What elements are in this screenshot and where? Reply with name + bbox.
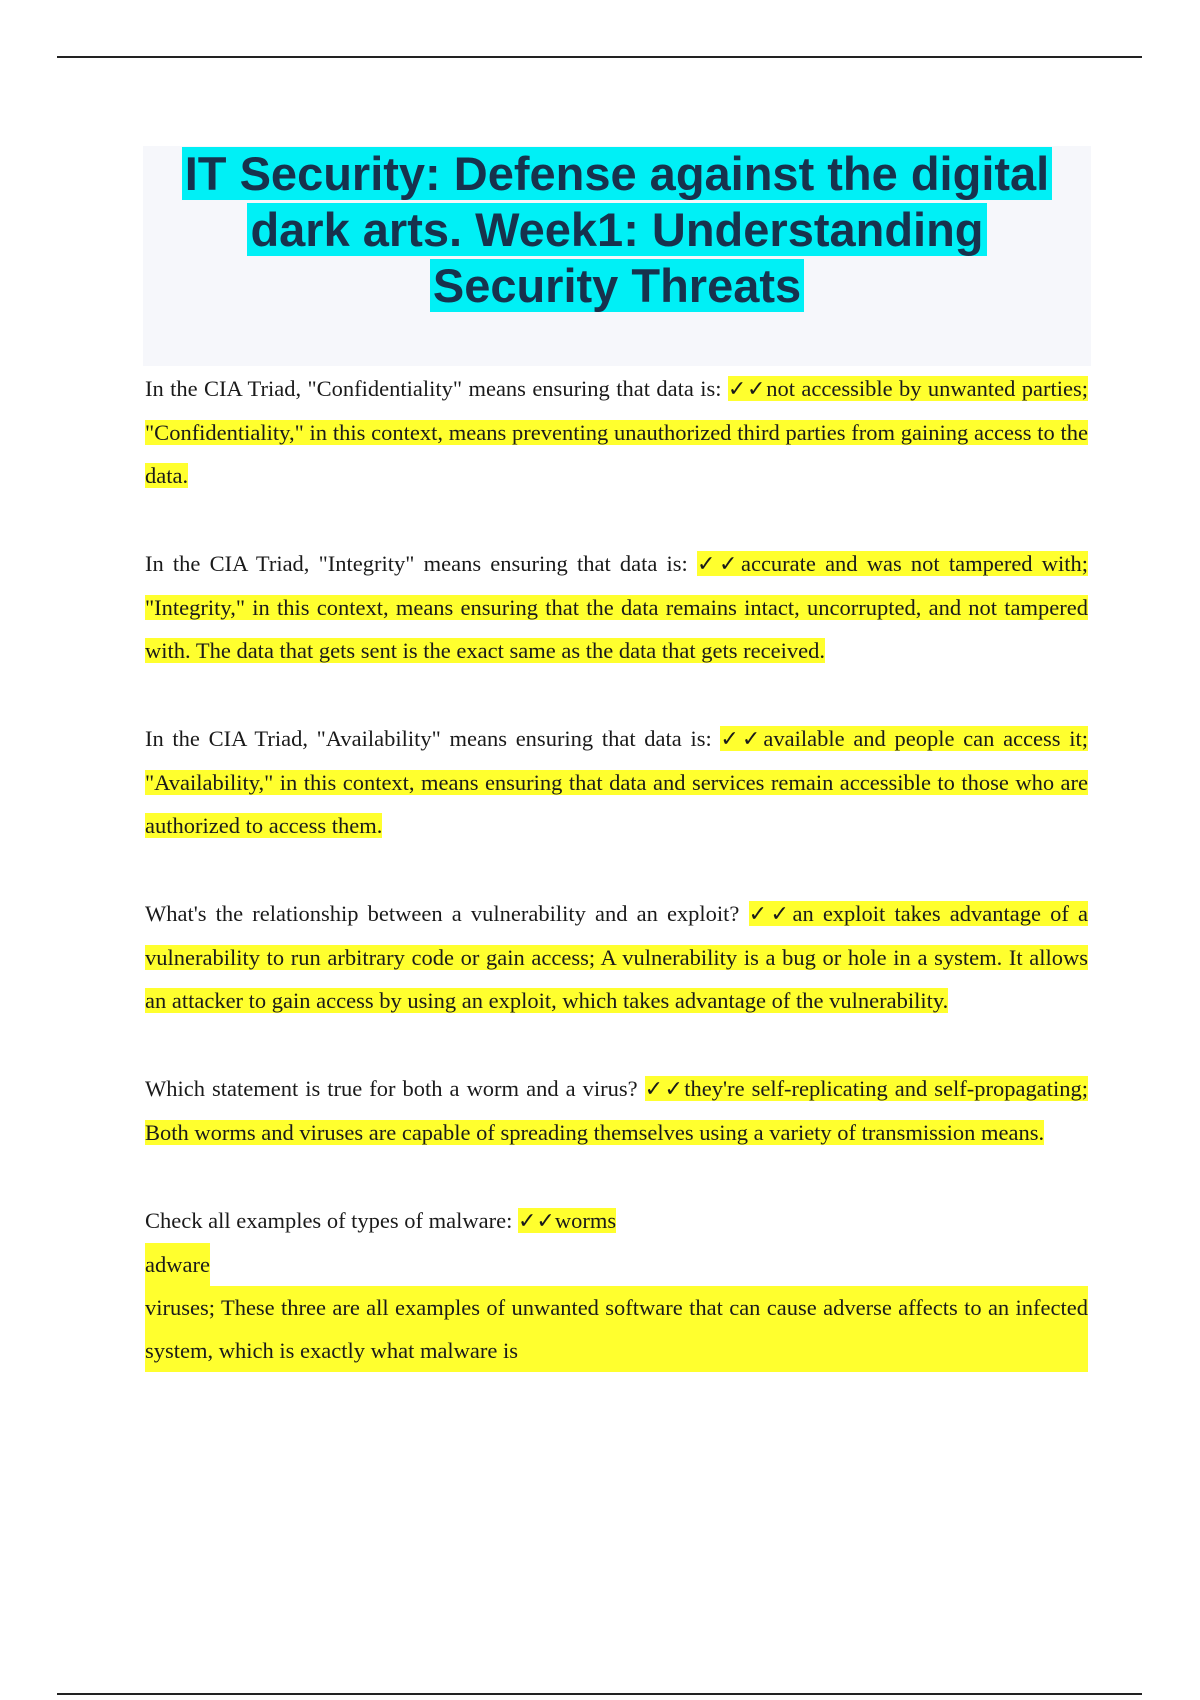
answer-body: accurate and was not tampered with; "Integrity," in this context, means ensuring that the data remains intact, uncorrupted, and not tampered with. The data that gets sent is the exact same as the data that gets received.: [145, 551, 1088, 663]
question-text: What's the relationship between a vulnerability and an exploit?: [145, 901, 749, 926]
double-check-icon: ✓✓: [644, 1077, 685, 1102]
answer-rest-text: viruses; These three are all examples of unwanted software that can cause adverse affects to an infected system, which is exactly what malware is: [145, 1295, 1088, 1363]
question-text: In the CIA Triad, "Integrity" means ensuring that data is:: [145, 551, 697, 576]
page-title: [143, 146, 1091, 314]
qa-item-worm-virus: [145, 1067, 1088, 1154]
double-check-icon: ✓✓: [720, 727, 764, 752]
top-rule: [57, 56, 1142, 58]
answer-adware: adware: [145, 1243, 210, 1286]
question-text: In the CIA Triad, "Confidentiality" means ensuring that data is:: [145, 376, 728, 401]
bottom-rule: [57, 1693, 1142, 1695]
question-text: Check all examples of types of malware:: [145, 1208, 518, 1233]
answer-body: available and people can access it; "Availability," in this context, means ensuring that data and services remain accessible to those who are authorized to access them.: [145, 726, 1088, 838]
title-line-1: IT Security: Defense against the digital: [182, 147, 1052, 200]
answer-first: [518, 1208, 616, 1233]
title-block: [143, 146, 1091, 366]
qa-item-malware-types: [145, 1199, 1088, 1372]
answer-worms: worms: [554, 1208, 617, 1233]
double-check-icon: ✓✓: [727, 377, 767, 402]
answer-body: an exploit takes advantage of a vulnerability to run arbitrary code or gain access; A vulnerability is a bug or hole in a system. It allows an attacker to gain access by using an exploit, which takes advantage of the vulnerability.: [145, 901, 1088, 1013]
answer-body: not accessible by unwanted parties; "Confidentiality," in this context, means preventing unauthorized third parties from gaining access to the data.: [145, 376, 1088, 488]
qa-item-vulnerability-exploit: [145, 892, 1088, 1022]
qa-content: [145, 367, 1088, 1417]
question-text: Which statement is true for both a worm and a virus?: [145, 1076, 645, 1101]
answer-rest: [145, 1286, 1088, 1372]
answer-body: they're self-replicating and self-propagating; Both worms and viruses are capable of spreading themselves using a variety of transmission means.: [145, 1076, 1088, 1145]
double-check-icon: ✓✓: [518, 1209, 555, 1234]
qa-item-confidentiality: [145, 367, 1088, 497]
qa-item-availability: [145, 717, 1088, 847]
malware-question-line: [145, 1199, 1088, 1243]
title-line-3: Security Threats: [430, 259, 804, 312]
title-line-2: dark arts. Week1: Understanding: [247, 203, 986, 256]
qa-item-integrity: [145, 542, 1088, 672]
question-text: In the CIA Triad, "Availability" means ensuring that data is:: [145, 726, 721, 751]
double-check-icon: ✓✓: [748, 902, 793, 927]
double-check-icon: ✓✓: [696, 552, 741, 577]
